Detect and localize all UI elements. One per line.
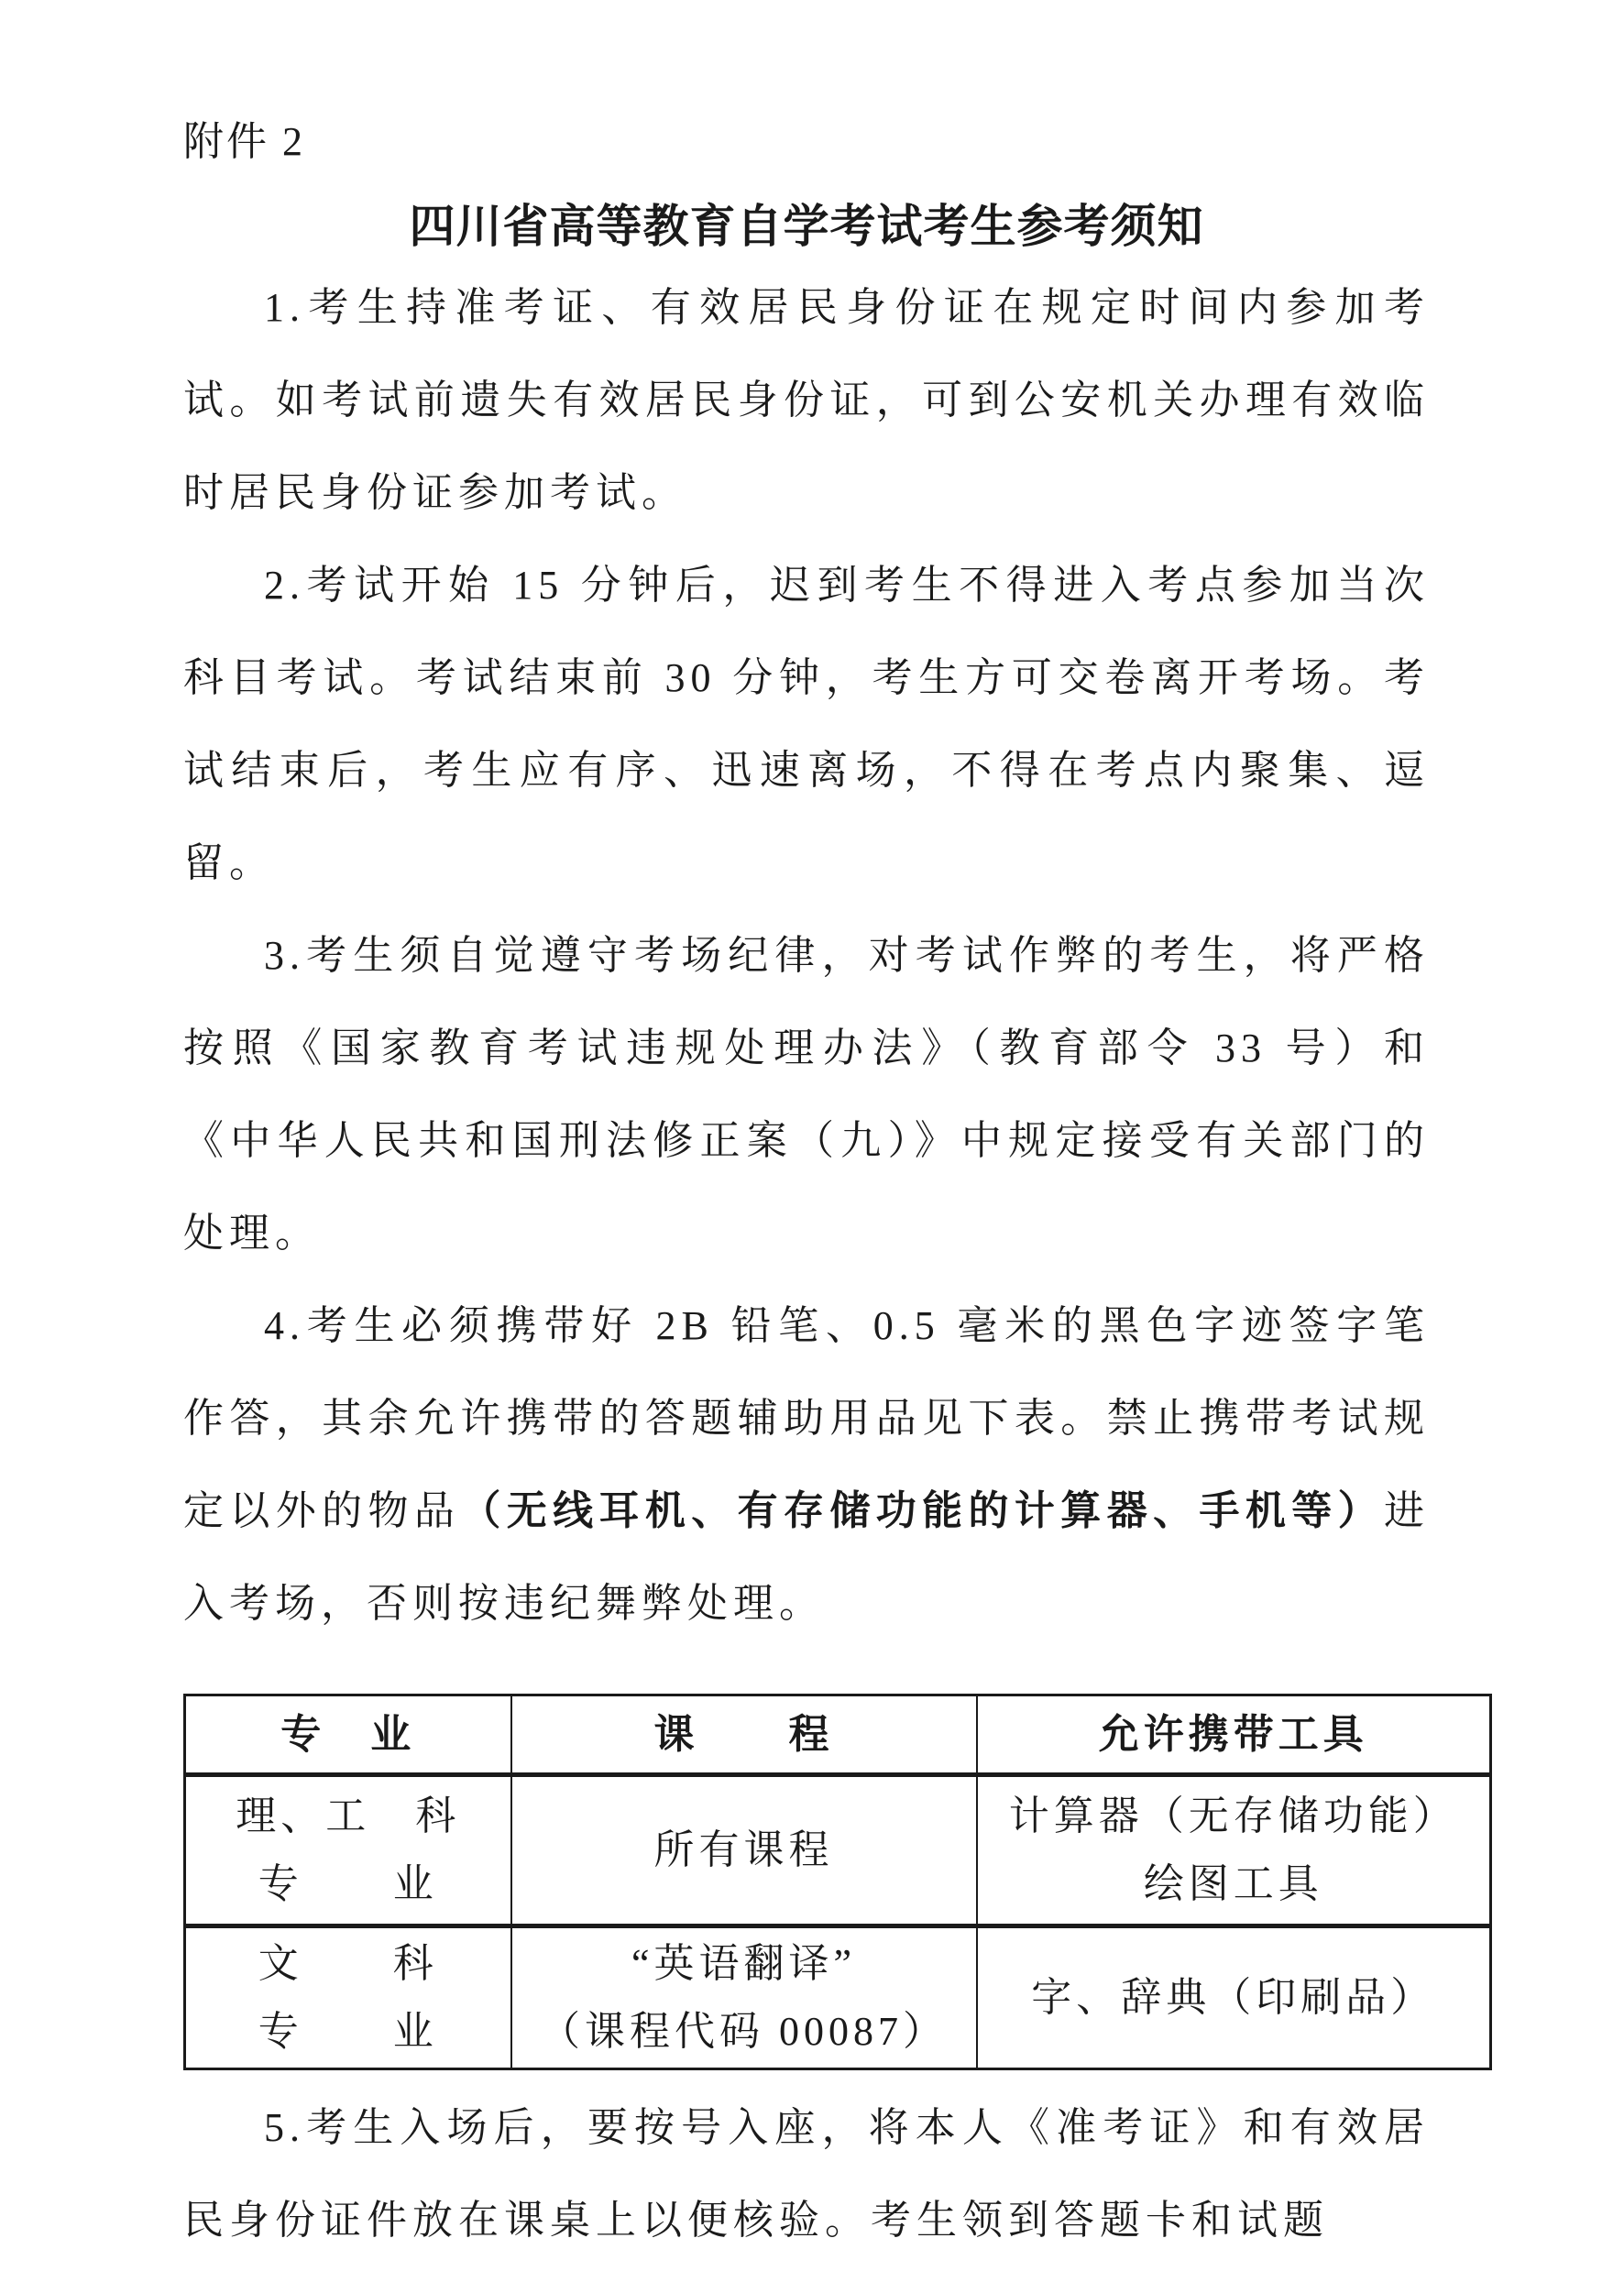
- paragraph-2: [183, 539, 1430, 909]
- table-row-liberal-arts: [185, 1926, 1491, 2069]
- text-segment: 进入考场，否则按违纪舞弊处理。: [183, 1488, 1431, 1626]
- attachment-label: 附件 2: [183, 119, 305, 164]
- cell-major: 理、工 科 专 业: [185, 1775, 511, 1926]
- bold-text-segment: （无线耳机、有存储功能的计算器、手机等）: [460, 1488, 1385, 1533]
- text-segment: 2.考试开始 15 分钟后，迟到考生不得进入考点参加当次科目考试。考试结束前 30 分钟，考生方可交卷离开考场。考试结束后，考生应有序、迅速离场，不得在考点内聚集、逗留。: [183, 563, 1430, 885]
- cell-course: “英语翻译” （课程代码 00087）: [511, 1926, 977, 2069]
- table-row-science-engineering: [185, 1775, 1491, 1926]
- cell-course: 所有课程: [511, 1775, 977, 1926]
- col-header-allowed-tools: 允许携带工具: [977, 1695, 1491, 1775]
- allowed-items-table: [183, 1694, 1492, 2070]
- document-title: 四川省高等教育自学考试考生参考须知: [409, 201, 1204, 252]
- cell-tools: 字、辞典（印刷品）: [977, 1926, 1491, 2069]
- text-segment: 3.考生须自觉遵守考场纪律，对考试作弊的考生，将严格按照《国家教育考试违规处理办法》（教育部令 33 号）和《中华人民共和国刑法修正案（九）》中规定接受有关部门的处理。: [183, 933, 1430, 1256]
- table-header-row: [185, 1695, 1491, 1775]
- paragraph-5: [183, 2081, 1430, 2266]
- text-segment: 5.考生入场后，要按号入座，将本人《准考证》和有效居民身份证件放在课桌上以便核验。考生领到答题卡和试题: [183, 2105, 1430, 2243]
- cell-tools: 计算器（无存储功能） 绘图工具: [977, 1775, 1491, 1926]
- cell-major: 文 科 专 业: [185, 1926, 511, 2069]
- text-segment: 4.考生必须携带好 2B 铅笔、0.5 毫米的黑色字迹签字笔作答，其余允许携带的答题辅助用品见下表。禁止携带考试规定以外的物品: [183, 1303, 1430, 1533]
- text-segment: 1.考生持准考证、有效居民身份证在规定时间内参加考试。如考试前遗失有效居民身份证，可到公安机关办理有效临时居民身份证参加考试。: [183, 285, 1430, 515]
- paragraph-4: [183, 1279, 1430, 1650]
- paragraph-1: [183, 261, 1430, 539]
- col-header-major: 专 业: [185, 1695, 511, 1775]
- col-header-course: 课 程: [511, 1695, 977, 1775]
- paragraph-3: [183, 909, 1430, 1279]
